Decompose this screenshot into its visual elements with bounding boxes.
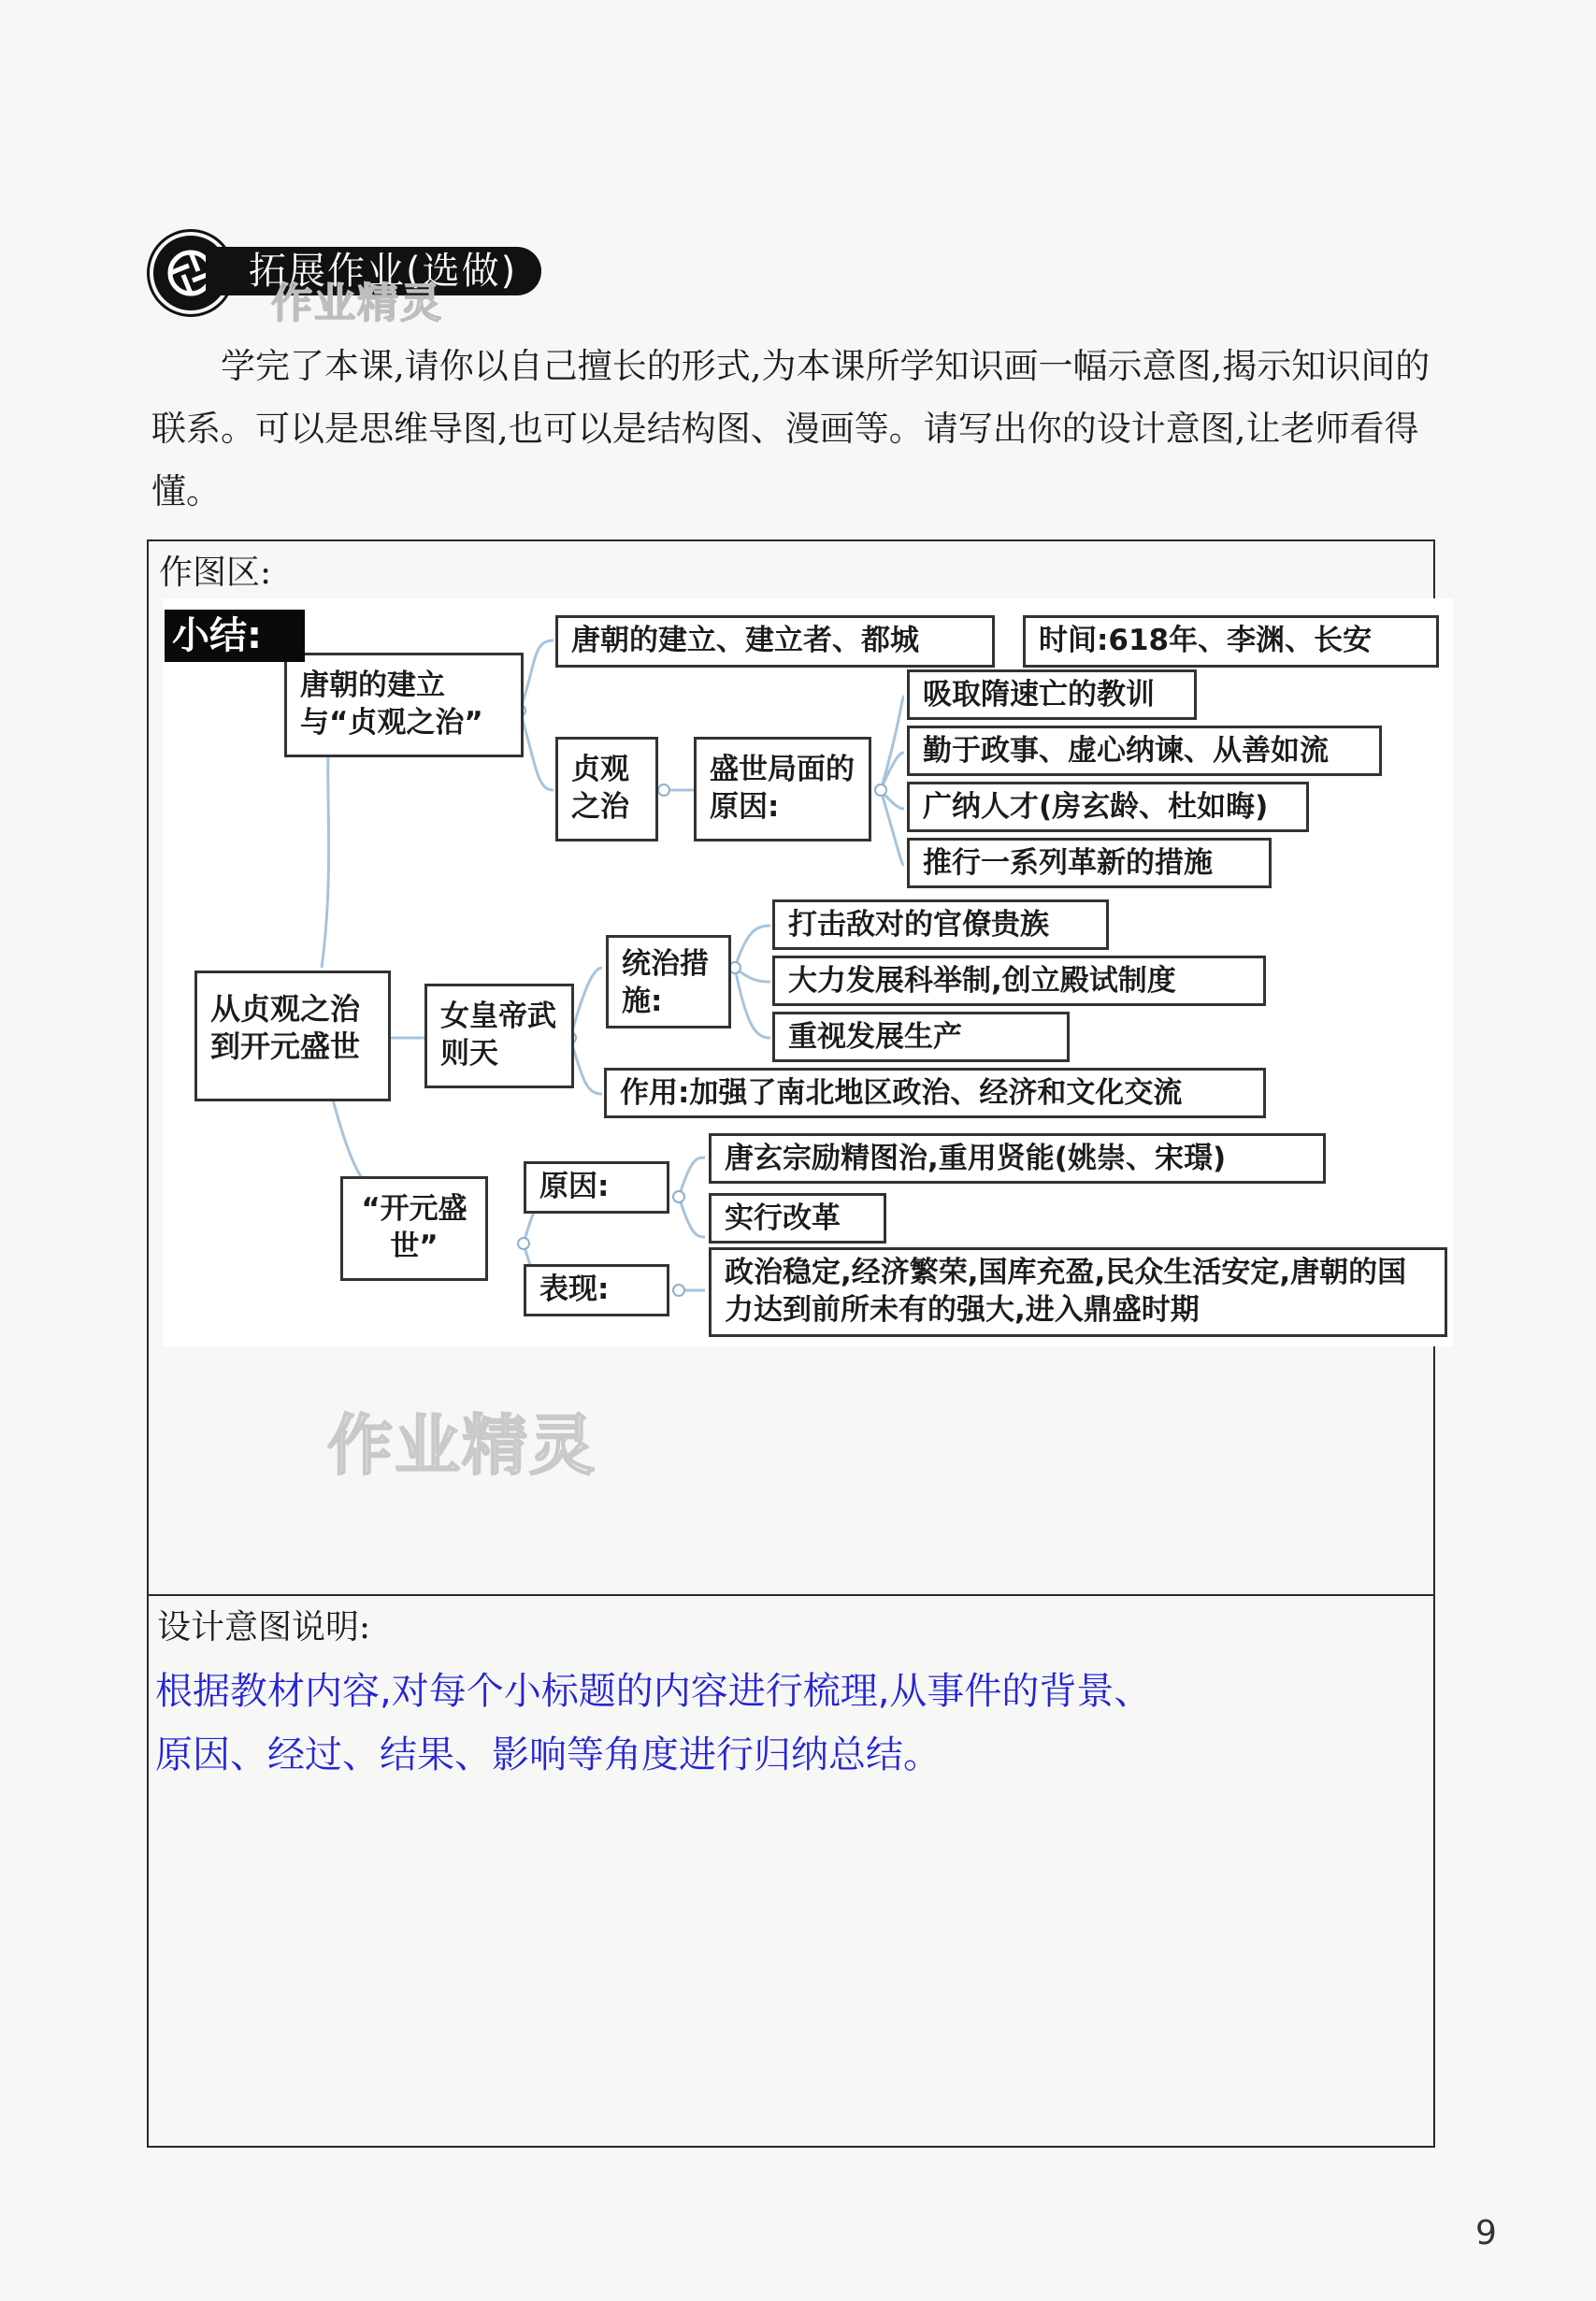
box-divider bbox=[147, 1594, 1435, 1596]
watermark-small: 作业精灵 bbox=[271, 280, 443, 327]
founding-node: 唐朝的建立、建立者、都城 bbox=[555, 615, 995, 668]
branch2-node: 女皇帝武则天 bbox=[424, 984, 574, 1088]
design-line-1: 根据教材内容,对每个小标题的内容进行梳理,从事件的背景、 bbox=[155, 1670, 1152, 1713]
section-title: 拓展作业(选做) bbox=[206, 247, 541, 295]
page-number: 9 bbox=[1475, 2214, 1497, 2252]
measure-3: 重视发展生产 bbox=[772, 1012, 1070, 1062]
root-node: 从贞观之治到开元盛世 bbox=[194, 971, 391, 1101]
design-intent-label: 设计意图说明: bbox=[157, 1608, 371, 1647]
effect-node: 作用:加强了南北地区政治、经济和文化交流 bbox=[604, 1068, 1266, 1118]
drawing-area-label: 作图区: bbox=[159, 554, 272, 592]
measures-label-node: 统治措施: bbox=[606, 935, 731, 1028]
perf-label-node: 表现: bbox=[524, 1264, 669, 1316]
reason-2: 勤于政事、虚心纳谏、从善如流 bbox=[907, 726, 1382, 776]
watermark: 作业精灵 bbox=[327, 1407, 597, 1484]
branch1-node: 唐朝的建立与“贞观之治” bbox=[284, 653, 524, 757]
performance-node: 政治稳定,经济繁荣,国库充盈,民众生活安定,唐朝的国力达到前所未有的强大,进入鼎盛时期 bbox=[709, 1247, 1447, 1337]
intro-text bbox=[151, 335, 1451, 523]
cause-2: 实行改革 bbox=[709, 1193, 886, 1244]
reason-3: 广纳人才(房玄龄、杜如晦) bbox=[907, 782, 1309, 832]
cause-label-node: 原因: bbox=[524, 1161, 669, 1214]
summary-tag: 小结: bbox=[165, 610, 305, 662]
design-intent-answer bbox=[155, 1660, 1408, 1787]
zhenguan-node: 贞观之治 bbox=[555, 737, 658, 841]
branch3-node: “开元盛世” bbox=[340, 1176, 488, 1281]
reason-1: 吸取隋速亡的教训 bbox=[907, 669, 1197, 720]
cause-1: 唐玄宗励精图治,重用贤能(姚崇、宋璟) bbox=[709, 1133, 1326, 1184]
founding-detail-node: 时间:618年、李渊、长安 bbox=[1023, 615, 1439, 668]
reasons-label-node: 盛世局面的原因: bbox=[694, 737, 871, 841]
reason-4: 推行一系列革新的措施 bbox=[907, 838, 1272, 888]
measure-1: 打击敌对的官僚贵族 bbox=[772, 899, 1109, 950]
measure-2: 大力发展科举制,创立殿试制度 bbox=[772, 956, 1266, 1006]
mind-map bbox=[163, 598, 1453, 1346]
design-line-2: 原因、经过、结果、影响等角度进行归纳总结。 bbox=[155, 1733, 941, 1776]
intro-paragraph: 学完了本课,请你以自己擅长的形式,为本课所学知识画一幅示意图,揭示知识间的联系。可以是思维导图,也可以是结构图、漫画等。请写出你的设计意图,让老师看得懂。 bbox=[151, 346, 1431, 511]
